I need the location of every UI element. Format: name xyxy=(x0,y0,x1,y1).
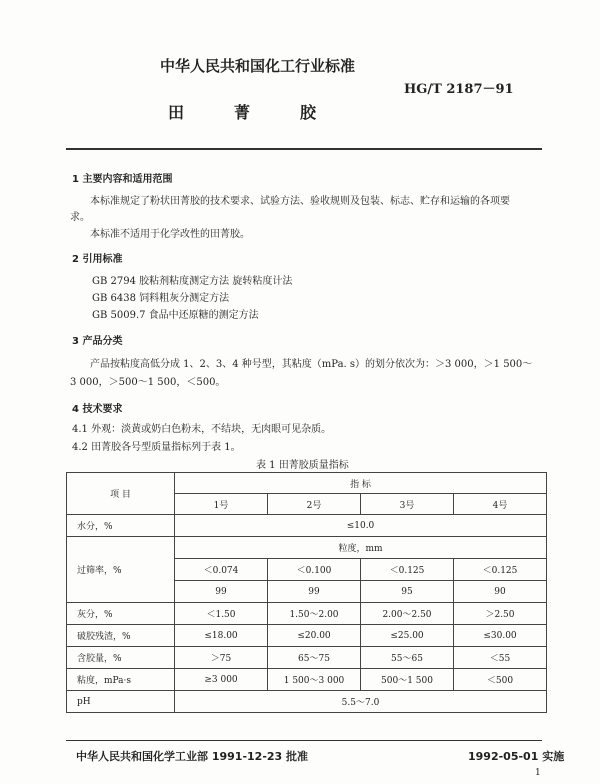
effective-date: 1992-05-01 实施 xyxy=(468,750,565,763)
cell-value: ＜500 xyxy=(454,669,547,691)
table-row xyxy=(67,647,547,669)
grade-header: 2号 xyxy=(268,494,361,515)
section-1-paragraph-1: 本标准规定了粉状田菁胶的技术要求、试验方法、验收规则及包装、标志、贮存和运输的各项要 xyxy=(90,196,510,207)
footer-divider xyxy=(66,740,542,741)
cell-value: 99 xyxy=(175,581,268,603)
section-3-paragraph: 产品按粘度高低分成 1、2、3、4 种号型，其粘度（mPa. s）的划分依次为：＞3 000，＞1 500～ xyxy=(90,359,533,370)
page-title: 田菁胶 xyxy=(168,103,367,122)
page-number: 1 xyxy=(535,768,541,778)
cell-value: ＜0.125 xyxy=(454,559,547,581)
cell-value: ≤20.00 xyxy=(268,625,361,647)
cell-value: ≥3 000 xyxy=(175,669,268,691)
cell-value: 65～75 xyxy=(268,647,361,669)
table-row xyxy=(67,603,547,625)
particle-size-label: 粒度，mm xyxy=(175,537,547,559)
table-header-row xyxy=(67,473,547,494)
section-1-paragraph-2: 本标准不适用于化学改性的田菁胶。 xyxy=(90,229,250,240)
grade-header: 1号 xyxy=(175,494,268,515)
issuing-organization: 中华人民共和国化工行业标准 xyxy=(160,57,356,75)
section-1-paragraph-1-cont: 求。 xyxy=(70,212,90,223)
row-label: 灰分，% xyxy=(67,603,175,625)
table-row xyxy=(67,625,547,647)
column-header-index: 指 标 xyxy=(175,473,547,494)
reference-item: GB 6438 饲料粗灰分测定方法 xyxy=(92,293,230,304)
section-4-item-2: 4.2 田菁胶各号型质量指标列于表 1。 xyxy=(72,442,241,453)
table-row xyxy=(67,669,547,691)
row-label: 含胶量，% xyxy=(67,647,175,669)
cell-value: ＜0.125 xyxy=(361,559,454,581)
section-4-heading: 4 技术要求 xyxy=(72,404,123,415)
cell-value: 1 500～3 000 xyxy=(268,669,361,691)
cell-value: ＞75 xyxy=(175,647,268,669)
grade-header: 3号 xyxy=(361,494,454,515)
quality-index-table xyxy=(66,472,547,713)
cell-value: 500～1 500 xyxy=(361,669,454,691)
cell-value: 95 xyxy=(361,581,454,603)
header-divider xyxy=(66,148,542,150)
cell-value: ＜0.100 xyxy=(268,559,361,581)
section-2-heading: 2 引用标准 xyxy=(72,254,123,265)
cell-value: ≤30.00 xyxy=(454,625,547,647)
cell-value: 90 xyxy=(454,581,547,603)
row-label: 水分，% xyxy=(67,515,175,537)
cell-value: 1.50～2.00 xyxy=(268,603,361,625)
table-row xyxy=(67,515,547,537)
cell-value: 2.00～2.50 xyxy=(361,603,454,625)
cell-value: ＜0.074 xyxy=(175,559,268,581)
cell-value: ≤10.0 xyxy=(175,515,547,537)
section-4-item-1: 4.1 外观：淡黄或奶白色粉末，不结块，无肉眼可见杂质。 xyxy=(72,424,332,435)
reference-item: GB 2794 胶粘剂粘度测定方法 旋转粘度计法 xyxy=(92,276,293,287)
table-row xyxy=(67,691,547,713)
section-3-heading: 3 产品分类 xyxy=(72,336,123,347)
cell-value: ≤18.00 xyxy=(175,625,268,647)
row-label: 粘度，mPa·s xyxy=(67,669,175,691)
row-label: 破胶残渣，% xyxy=(67,625,175,647)
cell-value: 99 xyxy=(268,581,361,603)
table-row xyxy=(67,537,547,559)
grade-header: 4号 xyxy=(454,494,547,515)
reference-item: GB 5009.7 食品中还原糖的测定方法 xyxy=(92,310,259,321)
section-3-paragraph-cont: 3 000，＞500～1 500，＜500。 xyxy=(70,377,226,388)
row-label: 过筛率，% xyxy=(67,537,175,603)
approval-line: 中华人民共和国化学工业部 1991-12-23 批准 xyxy=(76,750,309,763)
cell-value: 55～65 xyxy=(361,647,454,669)
cell-value: ＜1.50 xyxy=(175,603,268,625)
table-caption: 表 1 田菁胶质量指标 xyxy=(256,460,349,471)
cell-value: ＜55 xyxy=(454,647,547,669)
standard-code: HG/T 2187－91 xyxy=(404,82,514,97)
cell-value: ≤25.00 xyxy=(361,625,454,647)
row-label: pH xyxy=(67,691,175,713)
cell-value: 5.5～7.0 xyxy=(175,691,547,713)
section-1-heading: 1 主要内容和适用范围 xyxy=(72,174,173,185)
column-header-item: 项 目 xyxy=(67,473,175,515)
cell-value: ＞2.50 xyxy=(454,603,547,625)
